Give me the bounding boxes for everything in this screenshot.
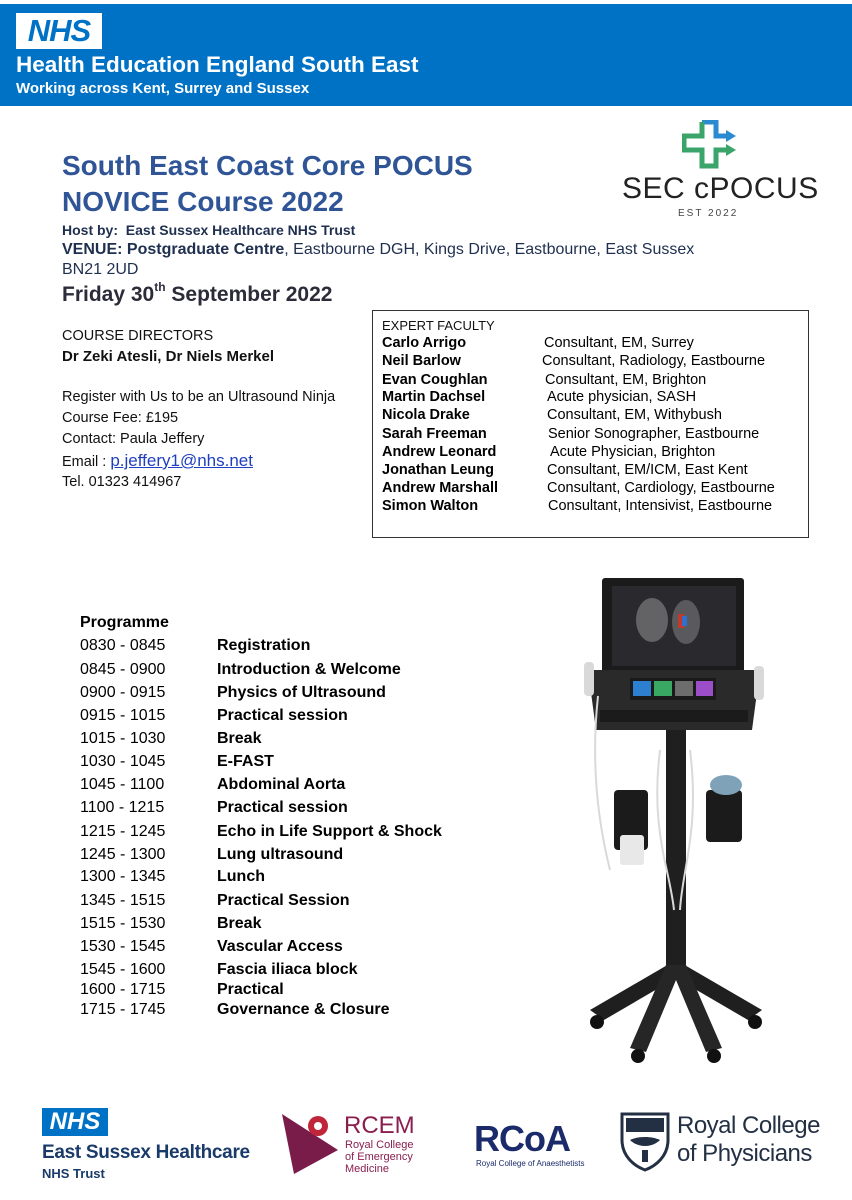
programme-session: Introduction & Welcome [217,661,401,678]
faculty-role: Consultant, EM, Withybush [547,407,722,423]
programme-session: Governance & Closure [217,1001,390,1018]
course-fee: Course Fee: £195 [62,410,179,426]
programme-time: 0915 - 1015 [80,707,166,724]
faculty-name: Neil Barlow [382,353,461,369]
email-line [62,451,253,471]
sec-cpocus-logo-text: SEC cPOCUS [622,172,819,205]
programme-time: 1600 - 1715 [80,981,166,998]
venue-postcode: BN21 2UD [62,261,139,278]
rcem-subtitle-1: Royal College [345,1139,414,1151]
faculty-heading: EXPERT FACULTY [382,318,495,333]
telephone: Tel. 01323 414967 [62,474,182,490]
nhs-logo: NHS [16,13,102,49]
faculty-role: Acute physician, SASH [547,389,697,405]
programme-session: Practical Session [217,892,350,909]
banner-title: Health Education England South East [16,52,419,77]
faculty-name: Martin Dachsel [382,389,486,405]
host-label: Host by: [62,222,118,238]
programme-time: 1715 - 1745 [80,1001,166,1018]
faculty-role: Consultant, Radiology, Eastbourne [542,353,766,369]
esht-name: East Sussex Healthcare [42,1142,250,1163]
banner-subtitle: Working across Kent, Surrey and Sussex [16,80,310,97]
programme-heading: Programme [80,614,169,631]
host-value: East Sussex Healthcare NHS Trust [125,222,356,238]
programme-session: Practical session [217,799,348,816]
programme-time: 1545 - 1600 [80,961,166,978]
programme-time: 1530 - 1545 [80,938,166,955]
rcoa-title: RCoA [474,1118,570,1159]
date-month-year: September 2022 [165,283,333,306]
course-title-line1: South East Coast Core POCUS [62,150,473,181]
programme-time: 1515 - 1530 [80,915,166,932]
directors-label: COURSE DIRECTORS [62,328,214,344]
faculty-name: Carlo Arrigo [382,335,467,351]
programme-session: Fascia iliaca block [217,961,358,978]
faculty-role: Consultant, Cardiology, Eastbourne [547,480,775,496]
venue-label: VENUE: [62,241,123,258]
programme-session: Physics of Ultrasound [217,684,386,701]
faculty-role: Consultant, EM, Surrey [544,335,694,351]
faculty-role: Consultant, EM, Brighton [545,372,707,388]
programme-time: 1345 - 1515 [80,892,166,909]
faculty-role: Consultant, EM/ICM, East Kent [547,462,748,478]
faculty-name: Simon Walton [382,498,479,514]
rcem-subtitle-3: Medicine [345,1163,390,1175]
venue-line [62,240,694,259]
faculty-name: Sarah Freeman [382,426,487,442]
programme-session: Practical session [217,707,348,724]
faculty-name: Jonathan Leung [382,462,494,478]
programme-time: 1015 - 1030 [80,730,166,747]
programme-time: 0900 - 0915 [80,684,166,701]
programme-time: 0845 - 0900 [80,661,166,678]
esht-nhs-logo: NHS [42,1108,108,1136]
programme-session: Lung ultrasound [217,846,344,863]
rcoa-subtitle: Royal College of Anaesthetists [476,1159,585,1168]
programme-time: 1215 - 1245 [80,823,166,840]
programme-time: 1245 - 1300 [80,846,166,863]
programme-session: Practical [217,981,284,998]
programme-session: Break [217,915,262,932]
programme-session: E-FAST [217,753,274,770]
faculty-name: Nicola Drake [382,407,470,423]
date-prefix: Friday 30 [62,283,155,306]
faculty-name: Andrew Leonard [382,444,497,460]
rcem-subtitle-2: of Emergency [345,1151,413,1163]
rcem-title: RCEM [344,1112,415,1139]
course-date [62,280,332,307]
programme-session: Lunch [217,868,265,885]
date-suffix-sup: th [154,280,166,294]
programme-time: 1100 - 1215 [80,799,165,816]
sec-cpocus-est: EST 2022 [678,208,739,219]
programme-session: Vascular Access [217,938,343,955]
programme-time: 1030 - 1045 [80,753,166,770]
email-label: Email : [62,454,111,470]
faculty-role: Senior Sonographer, Eastbourne [548,426,760,442]
faculty-name: Evan Coughlan [382,372,488,388]
programme-time: 1300 - 1345 [80,868,166,885]
register-line: Register with Us to be an Ultrasound Ninja [62,389,336,405]
venue-name: Postgraduate Centre [126,241,285,258]
programme-session: Echo in Life Support & Shock [217,823,442,840]
programme-session: Break [217,730,262,747]
programme-session: Registration [217,637,311,654]
faculty-name: Andrew Marshall [382,480,499,496]
rcp-title-line1: Royal College [677,1112,820,1139]
ultrasound-machine-image [570,570,780,1070]
contact-person: Contact: Paula Jeffery [62,431,205,447]
host-line [62,222,355,238]
faculty-role: Consultant, Intensivist, Eastbourne [548,498,773,514]
programme-time: 0830 - 0845 [80,637,166,654]
email-link[interactable]: p.jeffery1@nhs.net [110,451,253,470]
rcp-title-line2: of Physicians [677,1140,812,1167]
esht-trust: NHS Trust [42,1166,105,1181]
directors-names: Dr Zeki Atesli, Dr Niels Merkel [62,348,275,365]
faculty-role: Acute Physician, Brighton [550,444,716,460]
rcem-logo-icon [278,1110,342,1176]
venue-address: , Eastbourne DGH, Kings Drive, Eastbourne, East Sussex [284,241,695,258]
rcp-crest-icon [618,1110,672,1172]
course-title-line2: NOVICE Course 2022 [62,186,344,217]
sec-cpocus-cross-icon [682,120,748,170]
programme-session: Abdominal Aorta [217,776,346,793]
programme-time: 1045 - 1100 [80,776,165,793]
